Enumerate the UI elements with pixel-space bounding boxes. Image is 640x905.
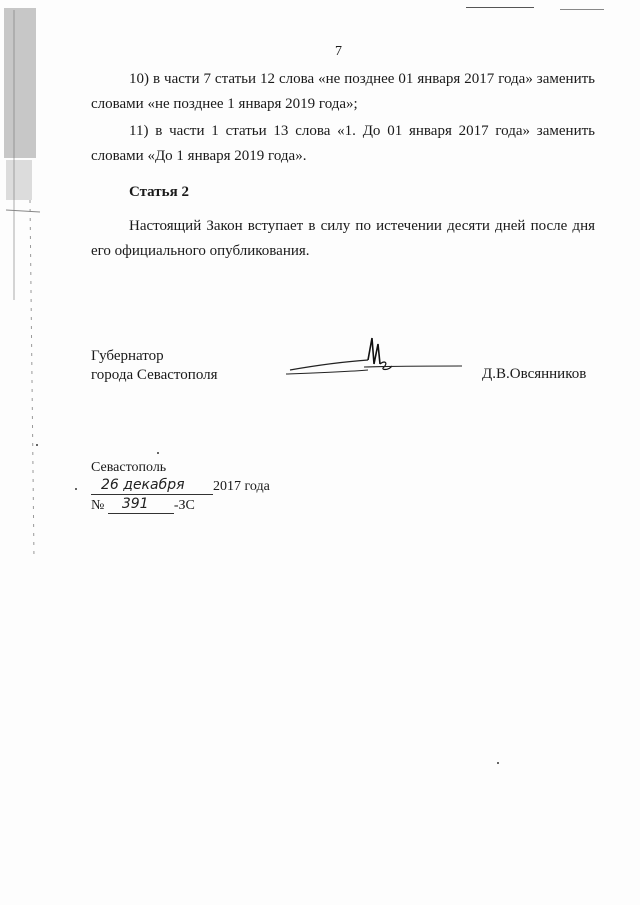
signatory-title-line2: города Севастополя xyxy=(91,367,218,383)
top-rule xyxy=(466,7,534,8)
scan-speck xyxy=(157,452,159,454)
law-number xyxy=(91,497,195,514)
scan-speck xyxy=(36,444,38,446)
number-blank xyxy=(108,497,174,514)
scan-edge-artifact xyxy=(0,0,46,600)
handwritten-number: 391 xyxy=(121,496,149,512)
number-prefix: № xyxy=(91,498,105,513)
amendment-paragraph-10: 10) в части 7 статьи 12 слова «не позднее 01 января 2017 года» заменить словами «не позднее 1 января 2019 года»; xyxy=(91,71,595,112)
number-suffix: -ЗС xyxy=(173,498,195,513)
article-2-text: Настоящий Закон вступает в силу по истечении десяти дней после дня его официального опубликования. xyxy=(91,218,595,259)
amendment-paragraph-11: 11) в части 1 статьи 13 слова «1. До 01 января 2017 года» заменить словами «До 1 января 2019 года». xyxy=(91,123,595,164)
signatory-title-line1: Губернатор xyxy=(91,348,164,364)
handwritten-date: 26 декабря xyxy=(101,477,185,493)
date-blank xyxy=(91,478,213,495)
signatory-title xyxy=(91,347,218,385)
scan-speck xyxy=(497,762,499,764)
article-heading: Статья 2 xyxy=(129,184,189,200)
scan-speck xyxy=(75,488,77,490)
signatory-name: Д.В.Овсянников xyxy=(482,366,587,382)
footer-city: Севастополь xyxy=(91,460,167,475)
year-suffix: 2017 года xyxy=(213,479,270,494)
signature-image xyxy=(284,330,464,380)
page-number: 7 xyxy=(335,44,342,59)
top-rule xyxy=(560,9,604,10)
signing-date xyxy=(91,478,270,495)
